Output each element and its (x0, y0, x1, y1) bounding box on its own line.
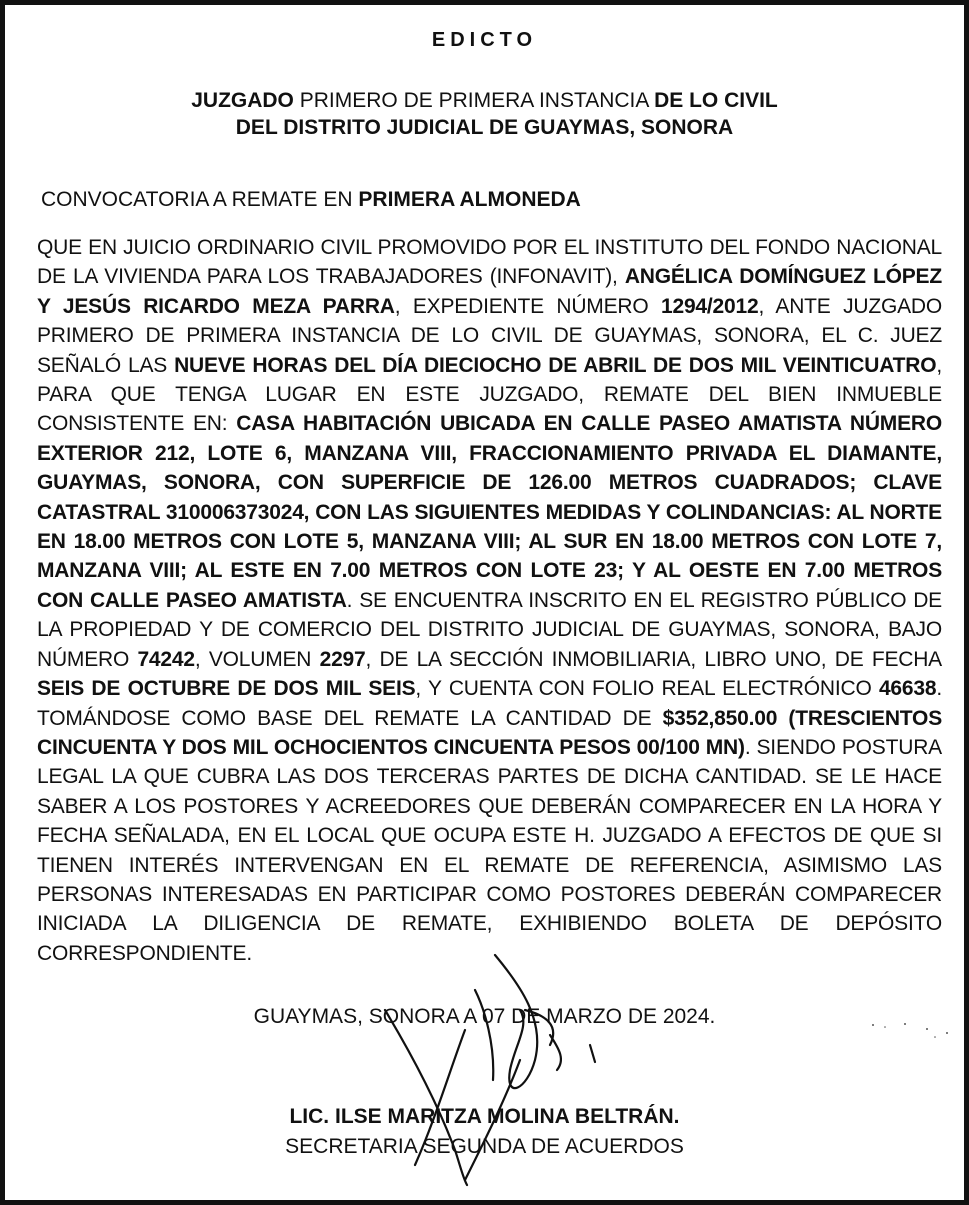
court-heading-line1 (5, 87, 964, 114)
body-bold-segment: ANGÉLICA DOMÍNGUEZ LÓPEZ Y JESÚS RICARDO MEZA PARRA (37, 265, 942, 318)
court-word-juzgado: JUZGADO (191, 89, 294, 112)
signer-name: LIC. ILSE MARITZA MOLINA BELTRÁN. (289, 1105, 680, 1128)
signer-role: SECRETARIA SEGUNDA DE ACUERDOS (285, 1135, 684, 1158)
scan-specks (865, 1015, 955, 1055)
body-bold-segment: SEIS DE OCTUBRE DE DOS MIL SEIS (37, 677, 416, 701)
body-text-segment: , DE LA SECCIÓN INMOBILIARIA, LIBRO UNO, DE FECHA (365, 647, 942, 671)
date-line: GUAYMAS, SONORA A 07 DE MARZO DE 2024. (253, 1005, 716, 1028)
body-text-segment: . TOMÁNDOSE COMO BASE DEL REMATE LA CANTIDAD DE (37, 677, 942, 730)
body-text-segment: , ANTE JUZGADO PRIMERO DE PRIMERA INSTANCIA DE LO CIVIL DE GUAYMAS, SONORA, EL C. JUEZ SEÑALÓ LAS (37, 294, 942, 377)
body-text-segment: , PARA QUE TENGA LUGAR EN ESTE JUZGADO, REMATE DEL BIEN INMUEBLE CONSISTENTE EN: (37, 353, 942, 436)
body-text-segment: , VOLUMEN (194, 647, 320, 671)
body-bold-segment: 1294/2012 (660, 294, 759, 318)
body-text-segment: . SIENDO POSTURA LEGAL LA QUE CUBRA LAS DOS TERCERAS PARTES DE DICHA CANTIDAD. SE LE HACE SABER A LOS POSTORES Y ACREEDORES QUE DEBERÁN COMPARECER EN LA HORA Y FECHA SEÑALADA, EN EL LOCAL QUE OCUPA ESTE H. JUZGADO A EFECTOS DE QUE SI TIENEN INTERÉS INTERVENGAN EN EL REMATE DE REFERENCIA, ASIMISMO LAS PERSONAS INTERESADAS EN PARTICIPAR COMO POSTORES DEBERÁN COMPARECER INICIADA LA DILIGENCIA DE REMATE, EXHIBIENDO BOLETA DE DEPÓSITO CORRESPONDIENTE. (37, 735, 942, 965)
court-district: DEL DISTRITO JUDICIAL DE GUAYMAS, SONORA (235, 116, 734, 139)
body-bold-segment: $352,850.00 (TRESCIENTOS CINCUENTA Y DOS MIL OCHOCIENTOS CINCUENTA PESOS 00/100 MN) (37, 706, 942, 759)
convocatoria-emphasis: PRIMERA ALMONEDA (358, 188, 581, 211)
court-instance: PRIMERO DE PRIMERA INSTANCIA (293, 89, 655, 112)
body-text-segment: QUE EN JUICIO ORDINARIO CIVIL PROMOVIDO POR EL INSTITUTO DEL FONDO NACIONAL DE LA VIVIENDA PARA LOS TRABAJADORES (INFONAVIT), (37, 236, 942, 289)
document-page (5, 5, 964, 1200)
court-heading-line2 (5, 114, 964, 141)
court-heading (5, 87, 964, 141)
body-bold-segment: 46638 (878, 677, 937, 701)
body-bold-segment: 2297 (319, 647, 366, 671)
convocatoria-line (41, 188, 581, 212)
court-civil: DE LO CIVIL (654, 89, 778, 112)
document-title: EDICTO (431, 29, 538, 51)
body-text-segment: , EXPEDIENTE NÚMERO (394, 294, 661, 318)
body-bold-segment: 74242 (137, 647, 195, 671)
body-bold-segment: CASA HABITACIÓN UBICADA EN CALLE PASEO AMATISTA NÚMERO EXTERIOR 212, LOTE 6, MANZANA VIII, FRACCIONAMIENTO PRIVADA EL DIAMANTE, GUAYMAS, SONORA, CON SUPERFICIE DE 126.00 METROS CUADRADOS; CLAVE CATASTRAL 310006373024, CON LAS SIGUIENTES MEDIDAS Y COLINDANCIAS: AL NORTE EN 18.00 METROS CON LOTE 5, MANZANA VIII; AL SUR EN 18.00 METROS CON LOTE 7, MANZANA VIII; AL ESTE EN 7.00 METROS CON LOTE 23; Y AL OESTE EN 7.00 METROS CON CALLE PASEO AMATISTA (37, 412, 942, 612)
body-bold-segment: NUEVE HORAS DEL DÍA DIECIOCHO DE ABRIL DE DOS MIL VEINTICUATRO (174, 353, 937, 377)
convocatoria-prefix: CONVOCATORIA A REMATE EN (41, 188, 359, 211)
body-text-segment: , Y CUENTA CON FOLIO REAL ELECTRÓNICO (415, 677, 879, 701)
edict-body (37, 233, 942, 968)
body-text-segment: . SE ENCUENTRA INSCRITO EN EL REGISTRO PÚBLICO DE LA PROPIEDAD Y DE COMERCIO DEL DISTRITO JUDICIAL DE GUAYMAS, SONORA, BAJO NÚMERO (37, 588, 942, 671)
